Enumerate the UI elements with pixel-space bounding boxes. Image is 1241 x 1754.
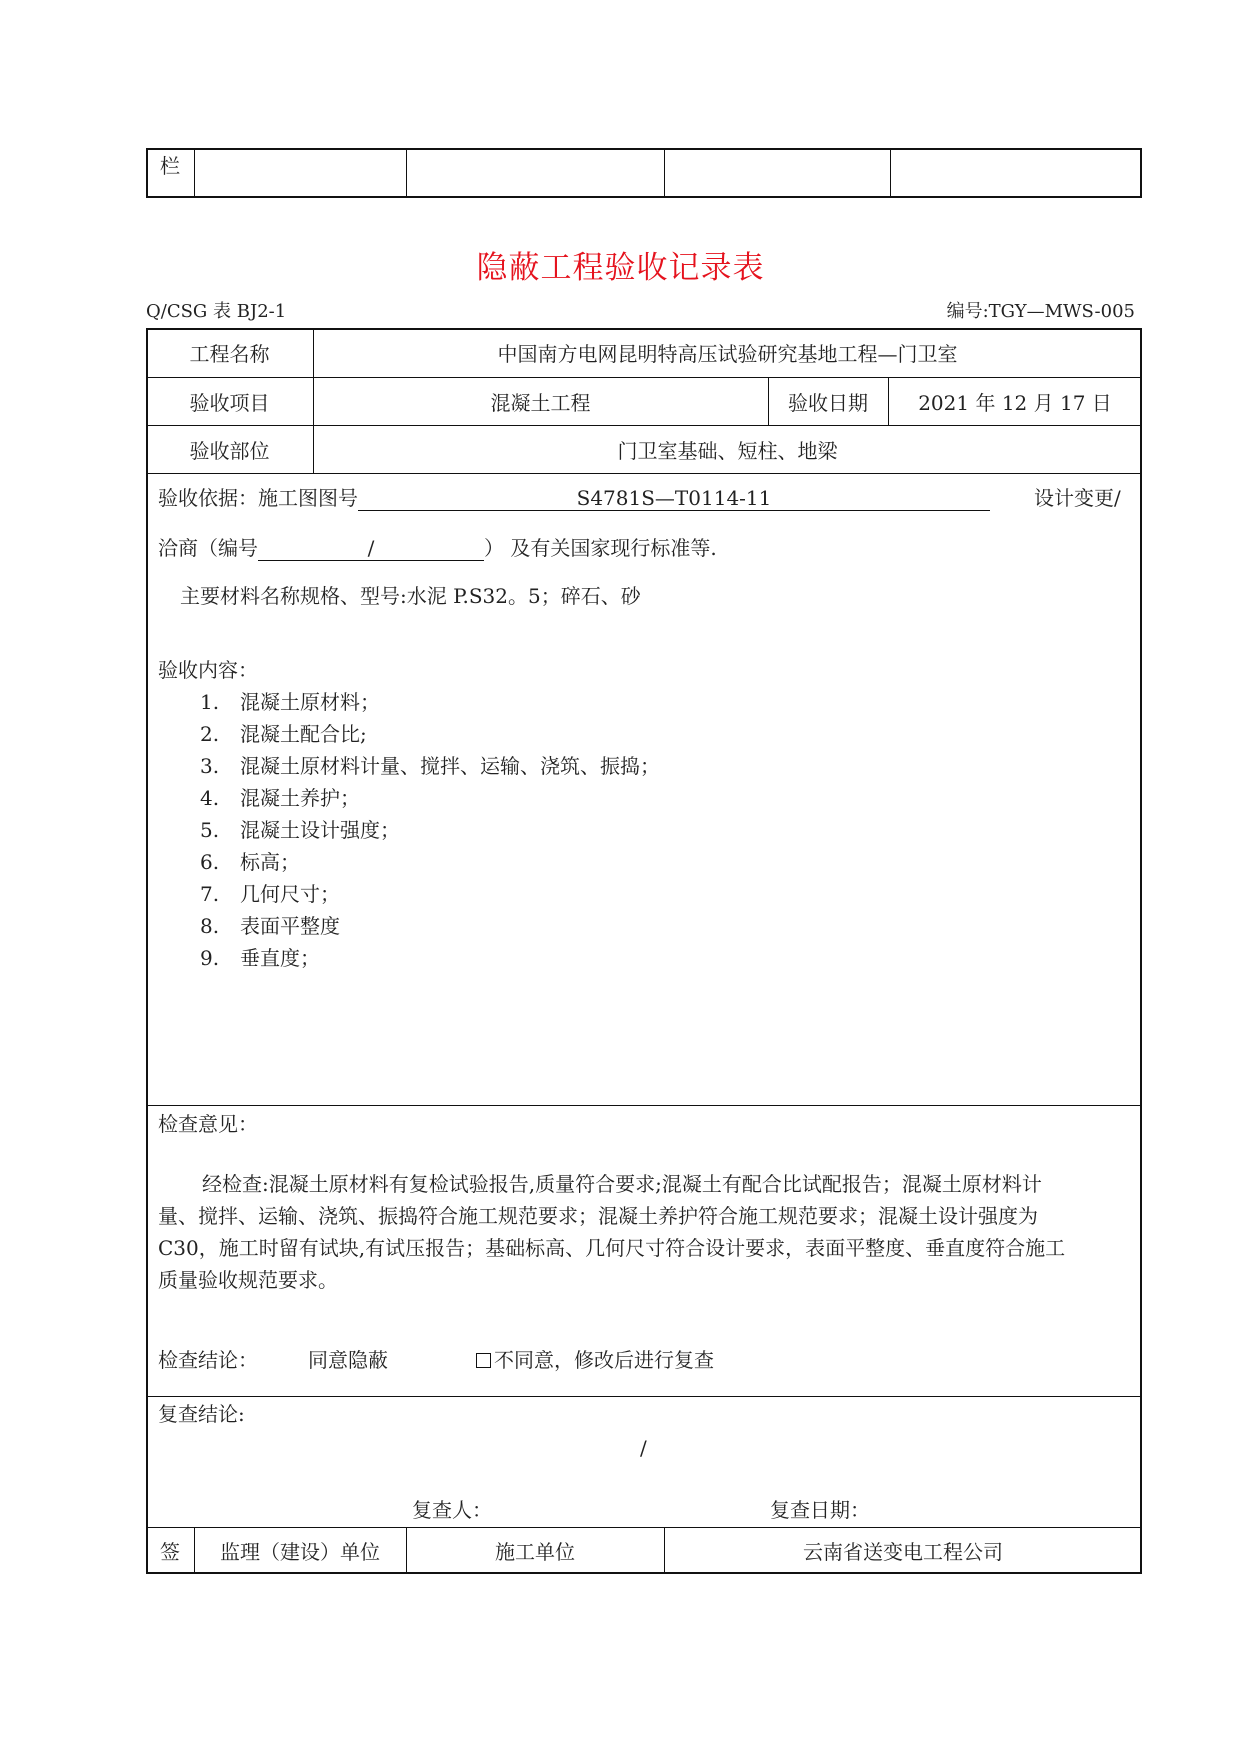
list-number: 2. <box>200 722 220 746</box>
opinion-line: 质量验收规范要求。 <box>158 1268 338 1292</box>
list-item <box>200 722 367 746</box>
opinion-heading: 检查意见： <box>158 1112 258 1136</box>
list-item <box>200 690 380 714</box>
inspection-date-value: 2021 年 12 月 17 日 <box>918 390 1112 415</box>
page-title: 隐蔽工程验收记录表 <box>476 250 765 286</box>
list-text: 混凝土养护； <box>240 786 360 810</box>
list-number: 5. <box>200 818 220 842</box>
list-text: 垂直度； <box>240 946 320 970</box>
opinion-line: 经检查:混凝土原材料有复检试验报告,质量符合要求;混凝土有配合比试配报告；混凝土原材料计 <box>202 1172 1042 1196</box>
recheck-person-label: 复查人： <box>412 1498 492 1522</box>
list-text: 混凝土原材料； <box>240 690 380 714</box>
recheck-value: / <box>640 1436 647 1460</box>
opinion-line: 量、搅拌、运输、浇筑、振捣符合施工规范要求；混凝土养护符合施工规范要求；混凝土设计强度为 <box>158 1204 1038 1228</box>
list-item <box>200 946 320 970</box>
conclusion-label: 检查结论： <box>158 1348 258 1372</box>
project-name-label: 工程名称 <box>189 342 270 366</box>
list-number: 3. <box>200 754 220 778</box>
list-text: 混凝土设计强度； <box>240 818 400 842</box>
conclusion-disagree-label: 不同意，修改后进行复查 <box>494 1348 714 1372</box>
list-number: 6. <box>200 850 220 874</box>
list-number: 1. <box>200 690 220 714</box>
supervisor-unit: 监理（建设）单位 <box>220 1540 380 1564</box>
list-number: 4. <box>200 786 220 810</box>
divider <box>146 473 1142 474</box>
negotiation-line <box>158 536 717 561</box>
basis-line <box>158 486 990 511</box>
content-heading: 验收内容： <box>158 658 258 682</box>
opinion-line: C30，施工时留有试块,有试压报告；基础标高、几何尺寸符合设计要求，表面平整度、垂直度符合施工 <box>158 1236 1066 1260</box>
project-name-value: 中国南方电网昆明特高压试验研究基地工程—门卫室 <box>497 342 958 366</box>
negotiation-number: / <box>258 536 484 561</box>
list-text: 标高； <box>240 850 300 874</box>
divider <box>146 1396 1142 1397</box>
inspection-item-value: 混凝土工程 <box>490 390 591 415</box>
conclusion-agree: 同意隐蔽 <box>308 1348 388 1372</box>
top-table <box>146 148 1142 198</box>
list-item <box>200 850 300 874</box>
divider <box>146 1105 1142 1106</box>
drawing-number: S4781S—T0114-11 <box>358 486 990 511</box>
list-number: 8. <box>200 914 220 938</box>
negotiation-suffix: ） 及有关国家现行标准等. <box>484 536 717 560</box>
company-name: 云南省送变电工程公司 <box>803 1540 1003 1564</box>
divider <box>664 148 665 198</box>
divider <box>890 148 891 198</box>
inspection-location-value: 门卫室基础、短柱、地梁 <box>617 438 838 463</box>
construction-unit: 施工单位 <box>495 1540 575 1564</box>
negotiation-prefix: 洽商（编号 <box>158 536 258 560</box>
list-number: 7. <box>200 882 220 906</box>
top-table-label: 栏 <box>160 154 180 178</box>
divider <box>406 148 407 198</box>
list-text: 几何尺寸； <box>240 882 340 906</box>
inspection-date-label: 验收日期 <box>788 390 868 415</box>
conclusion-disagree-option <box>476 1348 714 1372</box>
signature-label: 签 <box>160 1540 180 1564</box>
main-materials: 主要材料名称规格、型号:水泥 P.S32。5；碎石、砂 <box>180 584 641 608</box>
recheck-label: 复查结论: <box>158 1402 245 1426</box>
basis-prefix: 验收依据：施工图图号 <box>158 486 358 510</box>
serial-number: 编号:TGY—MWS-005 <box>946 301 1135 322</box>
recheck-date-label: 复查日期： <box>770 1498 870 1522</box>
design-change-label: 设计变更/ <box>1034 486 1121 510</box>
divider <box>194 148 195 198</box>
list-item <box>200 786 360 810</box>
form-code: Q/CSG 表 BJ2-1 <box>146 301 287 322</box>
list-item <box>200 818 400 842</box>
list-text: 混凝土原材料计量、搅拌、运输、浇筑、振捣； <box>240 754 660 778</box>
list-number: 9. <box>200 946 220 970</box>
inspection-location-label: 验收部位 <box>189 438 270 463</box>
inspection-item-label: 验收项目 <box>189 390 270 415</box>
list-item <box>200 754 660 778</box>
list-item <box>200 882 340 906</box>
checkbox-icon <box>476 1353 491 1368</box>
list-item <box>200 914 340 938</box>
list-text: 混凝土配合比; <box>240 722 367 746</box>
list-text: 表面平整度 <box>240 914 340 938</box>
